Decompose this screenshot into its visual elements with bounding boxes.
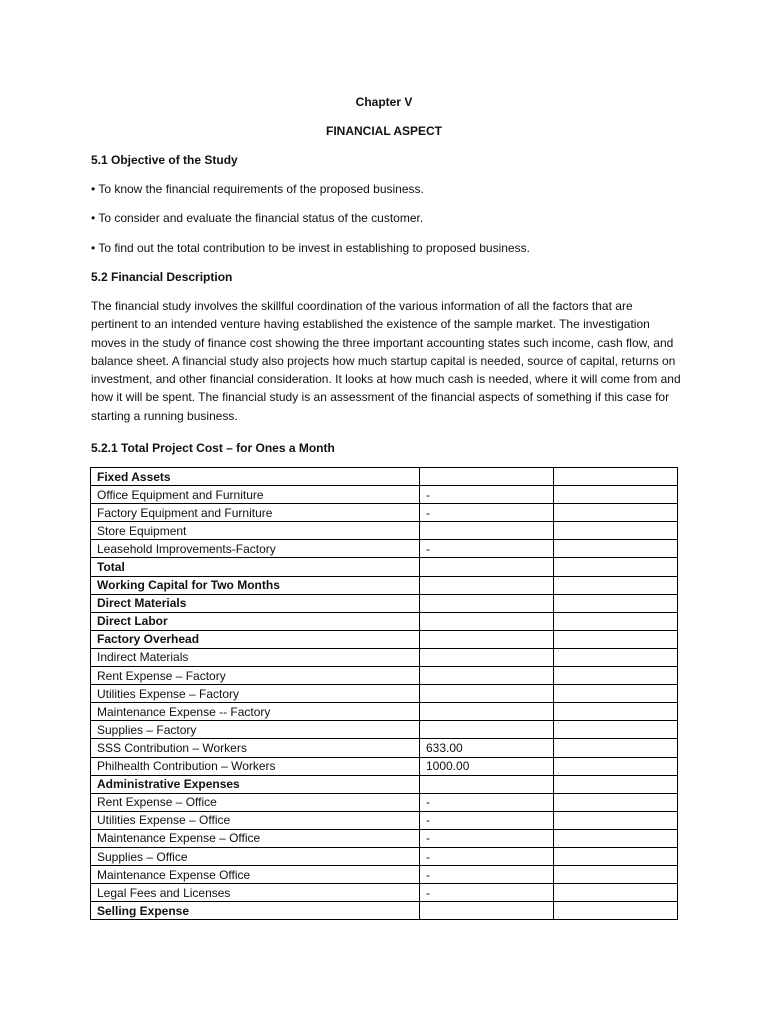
- row-value: -: [420, 811, 554, 829]
- table-row: [91, 902, 678, 920]
- row-value: [420, 667, 554, 685]
- row-extra-cell: [554, 902, 678, 920]
- row-value: [420, 522, 554, 540]
- row-extra-cell: [554, 667, 678, 685]
- row-label: Maintenance Expense -- Factory: [91, 703, 420, 721]
- aspect-title: FINANCIAL ASPECT: [325, 124, 442, 138]
- table-row: [91, 811, 678, 829]
- row-value: -: [420, 793, 554, 811]
- row-label: Indirect Materials: [91, 648, 420, 666]
- row-label: Supplies – Office: [91, 847, 420, 865]
- row-extra-cell: [554, 468, 678, 486]
- row-extra-cell: [554, 504, 678, 522]
- objective-bullet: • To know the financial requirements of the proposed business.: [91, 182, 424, 196]
- table-row: [91, 793, 678, 811]
- row-value: [420, 703, 554, 721]
- table-row: [91, 847, 678, 865]
- table-row: [91, 757, 678, 775]
- row-value: -: [420, 486, 554, 504]
- row-label: Legal Fees and Licenses: [91, 884, 420, 902]
- row-label: Direct Materials: [91, 594, 420, 612]
- section-5-2-1-heading: 5.2.1 Total Project Cost – for Ones a Month: [91, 441, 335, 455]
- row-value: -: [420, 866, 554, 884]
- project-cost-table: [90, 467, 678, 920]
- row-value: [420, 902, 554, 920]
- row-label: Maintenance Expense – Office: [91, 829, 420, 847]
- row-extra-cell: [554, 884, 678, 902]
- row-label: Administrative Expenses: [91, 775, 420, 793]
- row-value: [420, 558, 554, 576]
- row-extra-cell: [554, 576, 678, 594]
- row-extra-cell: [554, 793, 678, 811]
- table-row: [91, 558, 678, 576]
- row-value: -: [420, 884, 554, 902]
- row-extra-cell: [554, 847, 678, 865]
- row-extra-cell: [554, 648, 678, 666]
- row-value: -: [420, 504, 554, 522]
- row-extra-cell: [554, 811, 678, 829]
- row-extra-cell: [554, 739, 678, 757]
- row-label: Direct Labor: [91, 612, 420, 630]
- row-extra-cell: [554, 703, 678, 721]
- table-row: [91, 486, 678, 504]
- row-label: Store Equipment: [91, 522, 420, 540]
- table-row: [91, 522, 678, 540]
- row-label: Total: [91, 558, 420, 576]
- row-value: [420, 721, 554, 739]
- table-row: [91, 884, 678, 902]
- table-row: [91, 829, 678, 847]
- row-label: Utilities Expense – Factory: [91, 685, 420, 703]
- table-row: [91, 648, 678, 666]
- objective-bullet: • To consider and evaluate the financial status of the customer.: [91, 211, 424, 225]
- row-value: -: [420, 829, 554, 847]
- row-label: Maintenance Expense Office: [91, 866, 420, 884]
- row-label: Leasehold Improvements-Factory: [91, 540, 420, 558]
- row-extra-cell: [554, 757, 678, 775]
- row-value: [420, 630, 554, 648]
- objective-bullet: • To find out the total contribution to be invest in establishing to proposed business.: [91, 241, 530, 255]
- row-label: Working Capital for Two Months: [91, 576, 420, 594]
- row-value: [420, 594, 554, 612]
- row-value: [420, 576, 554, 594]
- table-row: [91, 468, 678, 486]
- section-5-2-heading: 5.2 Financial Description: [91, 270, 233, 284]
- row-label: Office Equipment and Furniture: [91, 486, 420, 504]
- table-row: [91, 685, 678, 703]
- paragraph-text: The financial study involves the skillful coordination of the various information of all the factors that are pertinent to an intended venture having established the existence of the sample market. The investigation moves in the study of finance cost showing the three important accounting states such income, cash flow, and balance sheet. A financial study also projects how much startup capital is needed, source of capital, returns on investment, and other financial consideration. It looks at how much cash is needed, where it will come from and how it will be spent. The financial study is an assessment of the financial aspects of something if this case for starting a running business.: [91, 299, 681, 423]
- table-row: [91, 504, 678, 522]
- row-extra-cell: [554, 594, 678, 612]
- row-extra-cell: [554, 558, 678, 576]
- row-label: Rent Expense – Office: [91, 793, 420, 811]
- row-label: Factory Equipment and Furniture: [91, 504, 420, 522]
- row-extra-cell: [554, 630, 678, 648]
- row-label: Selling Expense: [91, 902, 420, 920]
- row-value: [420, 468, 554, 486]
- table-row: [91, 866, 678, 884]
- row-extra-cell: [554, 612, 678, 630]
- row-value: [420, 775, 554, 793]
- row-label: Fixed Assets: [91, 468, 420, 486]
- table-row: [91, 703, 678, 721]
- row-value: -: [420, 847, 554, 865]
- row-extra-cell: [554, 522, 678, 540]
- row-value: [420, 612, 554, 630]
- table-row: [91, 594, 678, 612]
- section-5-1-heading: 5.1 Objective of the Study: [91, 153, 238, 167]
- table-row: [91, 540, 678, 558]
- row-value: [420, 685, 554, 703]
- row-label: Supplies – Factory: [91, 721, 420, 739]
- financial-description-paragraph: [91, 297, 681, 425]
- row-extra-cell: [554, 721, 678, 739]
- table-row: [91, 667, 678, 685]
- table-row: [91, 775, 678, 793]
- row-label: Philhealth Contribution – Workers: [91, 757, 420, 775]
- chapter-title: Chapter V: [355, 95, 413, 109]
- table-row: [91, 612, 678, 630]
- row-extra-cell: [554, 829, 678, 847]
- row-value: 1000.00: [420, 757, 554, 775]
- row-label: Utilities Expense – Office: [91, 811, 420, 829]
- row-value: -: [420, 540, 554, 558]
- row-label: SSS Contribution – Workers: [91, 739, 420, 757]
- table-row: [91, 630, 678, 648]
- table-row: [91, 739, 678, 757]
- row-label: Rent Expense – Factory: [91, 667, 420, 685]
- table-row: [91, 721, 678, 739]
- row-value: 633.00: [420, 739, 554, 757]
- row-extra-cell: [554, 866, 678, 884]
- row-extra-cell: [554, 775, 678, 793]
- row-extra-cell: [554, 540, 678, 558]
- table-row: [91, 576, 678, 594]
- row-value: [420, 648, 554, 666]
- row-extra-cell: [554, 685, 678, 703]
- row-extra-cell: [554, 486, 678, 504]
- row-label: Factory Overhead: [91, 630, 420, 648]
